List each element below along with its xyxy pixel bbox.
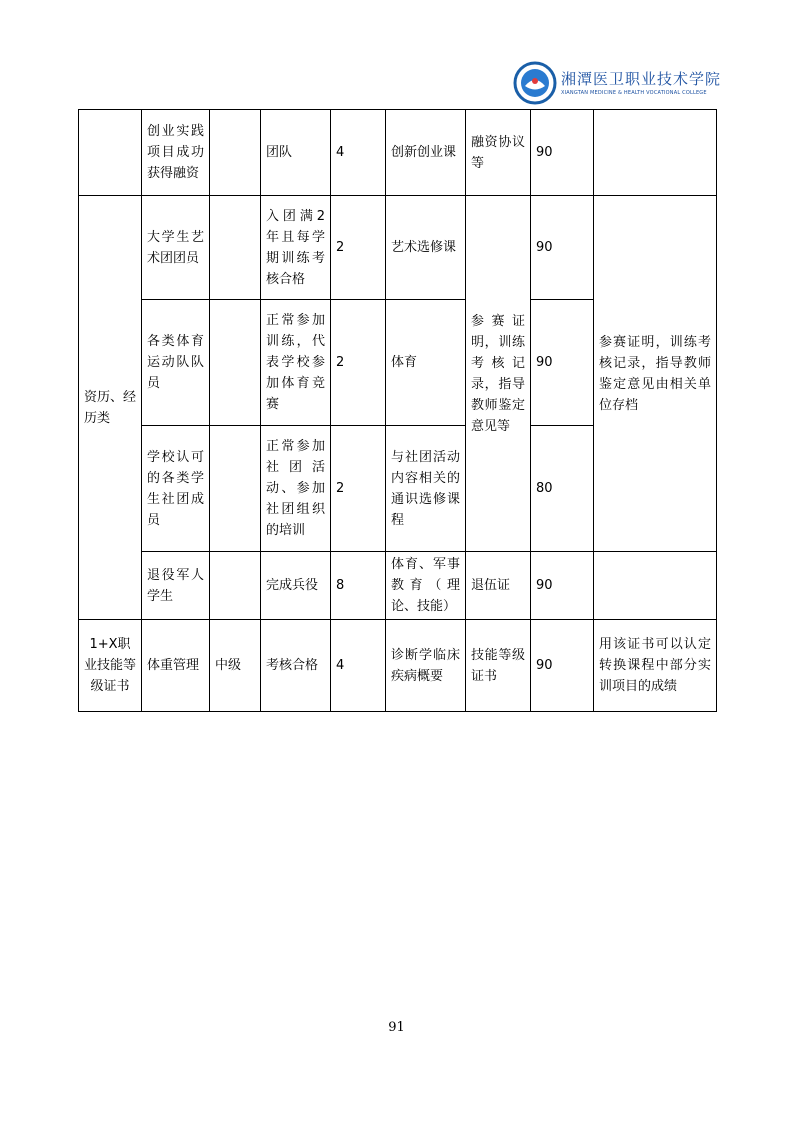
note-cell: 用该证书可以认定转换课程中部分实训项目的成绩 [594, 620, 717, 712]
category-cell: 资历、经历类 [79, 196, 142, 620]
credits-cell: 8 [331, 552, 386, 620]
project-cell: 退役军人学生 [142, 552, 210, 620]
note-cell [594, 552, 717, 620]
college-logo [513, 60, 722, 106]
note-cell [594, 110, 717, 196]
category-cell: 1+X职业技能等级证书 [79, 620, 142, 712]
requirement-cell: 完成兵役 [261, 552, 331, 620]
table-row [79, 196, 717, 300]
score-cell: 90 [531, 110, 594, 196]
credits-cell: 2 [331, 426, 386, 552]
requirement-cell: 考核合格 [261, 620, 331, 712]
credit-conversion-table [78, 109, 717, 712]
project-cell: 学校认可的各类学生社团成员 [142, 426, 210, 552]
level-cell: 中级 [210, 620, 261, 712]
project-cell: 体重管理 [142, 620, 210, 712]
credits-cell: 2 [331, 300, 386, 426]
table-row [79, 110, 717, 196]
evidence-cell: 融资协议等 [466, 110, 531, 196]
page-number: 91 [388, 1020, 405, 1035]
requirement-cell: 正常参加训练，代表学校参加体育竞赛 [261, 300, 331, 426]
course-cell: 诊断学临床疾病概要 [386, 620, 466, 712]
score-cell: 90 [531, 300, 594, 426]
credits-cell: 4 [331, 110, 386, 196]
score-cell: 90 [531, 196, 594, 300]
requirement-cell: 入团满2年且每学期训练考核合格 [261, 196, 331, 300]
category-cell [79, 110, 142, 196]
course-cell: 体育 [386, 300, 466, 426]
evidence-cell: 技能等级证书 [466, 620, 531, 712]
course-cell: 与社团活动内容相关的通识选修课程 [386, 426, 466, 552]
project-cell: 创业实践项目成功获得融资 [142, 110, 210, 196]
requirement-cell: 正常参加社团活动、参加社团组织的培训 [261, 426, 331, 552]
project-cell: 大学生艺术团团员 [142, 196, 210, 300]
table-row [79, 620, 717, 712]
course-cell: 体育、军事教育（理论、技能） [386, 552, 466, 620]
college-name-logo-text: 湘潭医卫职业技术学院 [561, 70, 722, 88]
credits-cell: 2 [331, 196, 386, 300]
shared-evidence-cell: 参赛证明，训练考核记录，指导教师鉴定意见等 [466, 196, 531, 552]
score-cell: 80 [531, 426, 594, 552]
level-cell [210, 196, 261, 300]
table-row [79, 552, 717, 620]
evidence-cell: 退伍证 [466, 552, 531, 620]
level-cell [210, 300, 261, 426]
score-cell: 90 [531, 620, 594, 712]
course-cell: 创新创业课 [386, 110, 466, 196]
credits-cell: 4 [331, 620, 386, 712]
level-cell [210, 110, 261, 196]
course-cell: 艺术选修课 [386, 196, 466, 300]
score-cell: 90 [531, 552, 594, 620]
level-cell [210, 552, 261, 620]
shared-storage-note-cell: 参赛证明，训练考核记录，指导教师鉴定意见由相关单位存档 [594, 196, 717, 552]
project-cell: 各类体育运动队队员 [142, 300, 210, 426]
college-english-name: XIANGTAN MEDICINE & HEALTH VOCATIONAL COLLEGE [561, 90, 707, 96]
requirement-cell: 团队 [261, 110, 331, 196]
level-cell [210, 426, 261, 552]
